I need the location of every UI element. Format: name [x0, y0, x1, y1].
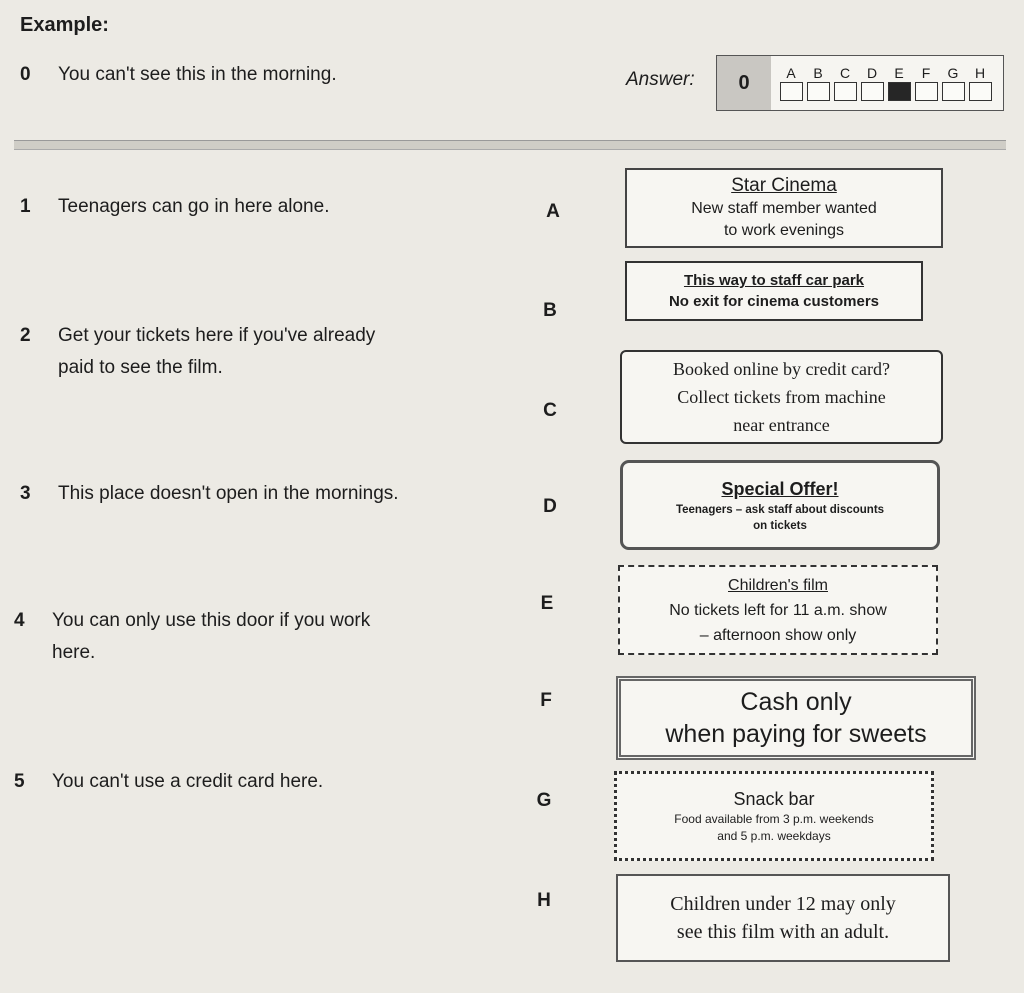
answer-box-b[interactable]: [807, 82, 830, 101]
sign-e-childrens-film: Children's film No tickets left for 11 a.m. show – afternoon show only: [618, 565, 938, 655]
example-question: [20, 59, 600, 91]
question-1: 1 Teenagers can go in here alone.: [20, 196, 330, 217]
answer-cell-f[interactable]: F: [914, 64, 938, 101]
sign-c-ticket-machine: Booked online by credit card? Collect tickets from machine near entrance: [620, 350, 943, 444]
option-letter-a: A: [546, 201, 560, 222]
sign-b-staff-car-park: This way to staff car park No exit for cinema customers: [625, 261, 923, 321]
example-heading: Example:: [20, 14, 109, 36]
answer-box-e-selected[interactable]: [888, 82, 911, 101]
question-5: 5 You can't use a credit card here.: [14, 771, 324, 792]
answer-box-g[interactable]: [942, 82, 965, 101]
answer-box-d[interactable]: [861, 82, 884, 101]
answer-cell-g[interactable]: G: [941, 64, 965, 101]
example-number: 0: [20, 64, 31, 85]
option-letter-g: G: [536, 790, 552, 811]
answer-cell-h[interactable]: H: [968, 64, 992, 101]
answer-number: 0: [717, 56, 771, 110]
answer-box-c[interactable]: [834, 82, 857, 101]
option-letter-h: H: [537, 890, 551, 911]
answer-cell-d[interactable]: D: [860, 64, 884, 101]
answer-box-f[interactable]: [915, 82, 938, 101]
sign-a-star-cinema: Star Cinema New staff member wanted to work evenings: [625, 168, 943, 248]
example-text: You can't see this in the morning.: [58, 64, 337, 85]
answer-grid: [779, 64, 992, 101]
option-letter-b: B: [543, 300, 557, 321]
answer-box-h[interactable]: [969, 82, 992, 101]
section-divider: [14, 140, 1006, 150]
question-2: 2 Get your tickets here if you've already paid to see the film.: [20, 325, 376, 378]
answer-cell-e[interactable]: E: [887, 64, 911, 101]
sign-h-children-under-12: Children under 12 may only see this film with an adult.: [616, 874, 950, 962]
answer-cell-c[interactable]: C: [833, 64, 857, 101]
option-letter-c: C: [543, 400, 557, 421]
answer-box-a[interactable]: [780, 82, 803, 101]
question-4: 4 You can only use this door if you work here.: [14, 610, 371, 663]
sign-g-snack-bar: Snack bar Food available from 3 p.m. weekends and 5 p.m. weekdays: [614, 771, 934, 861]
answer-cell-a[interactable]: A: [779, 64, 803, 101]
sign-d-special-offer: Special Offer! Teenagers – ask staff about discounts on tickets: [620, 460, 940, 550]
option-letter-f: F: [540, 690, 552, 711]
answer-cell-b[interactable]: B: [806, 64, 830, 101]
answer-label: Answer:: [626, 69, 695, 90]
question-3: 3 This place doesn't open in the mornings.: [20, 483, 399, 504]
option-letter-d: D: [543, 496, 557, 517]
sign-f-cash-only: Cash only when paying for sweets: [616, 676, 976, 760]
option-letter-e: E: [540, 593, 554, 614]
answer-sheet: [716, 55, 1004, 111]
